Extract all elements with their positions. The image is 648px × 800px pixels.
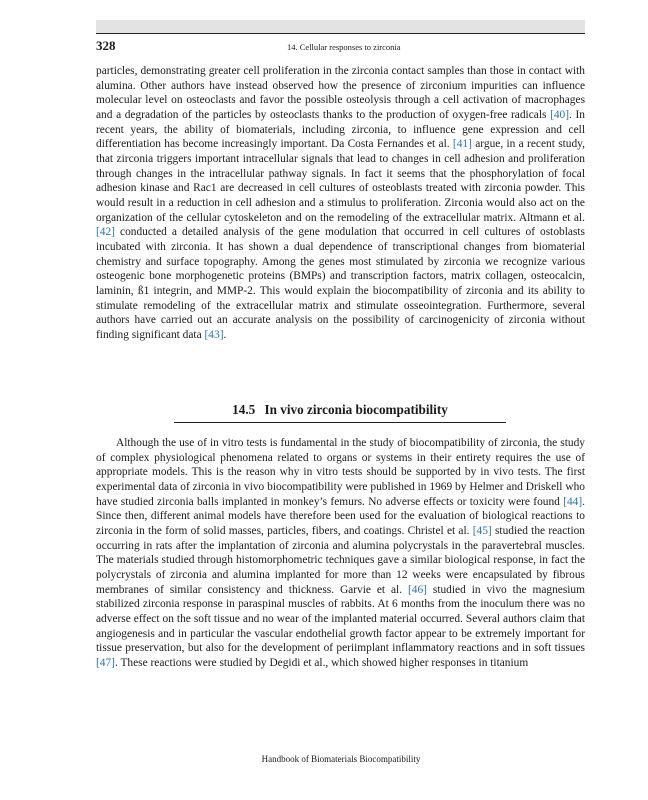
page-number: 328 — [96, 38, 116, 53]
body-text-run: studied the reaction occurring in rats after the implantation of zirconia and alumina polycrystals in the paravertebral muscles. The materials studied through histomorphometric techniques gave a similar biological response, in fact the polycrystals of zirconia and alumina implanted for more than 12 weeks were encapsulated by fibrous membranes of similar consistency and thickness. Garvie et al. — [96, 524, 585, 596]
body-paragraph-1 — [96, 64, 585, 342]
citation-link[interactable]: [41] — [452, 138, 472, 151]
section-number: 14.5 — [232, 402, 256, 417]
body-paragraph-2 — [96, 436, 585, 671]
citation-link[interactable]: [47] — [96, 656, 115, 669]
citation-link[interactable]: [42] — [96, 226, 115, 239]
header-rule — [96, 33, 585, 34]
running-head: 14. Cellular responses to zirconia — [287, 42, 401, 52]
header-band — [96, 20, 585, 33]
section-title: In vivo zirconia biocompatibility — [264, 402, 448, 417]
body-text-run: . These reactions were studied by Degidi et al., which showed higher responses in titanium — [114, 656, 529, 669]
body-text-run: particles, demonstrating greater cell proliferation in the zirconia contact samples than those in contact with alumina. Other authors have instead observed how the presence of zirconium impurities can influence molecular level on osteoclasts and favor the possible osteolysis through a cell activation of macrophages and a degradation of the particles by osteoclasts thanks to the production of oxygen-free radicals — [96, 65, 585, 121]
section-heading — [174, 402, 506, 423]
body-text-run: argue, in a recent study, that zirconia triggers important intracellular signals that lead to changes in cell adhesion and proliferation through changes in the intracellular pathway signals. In fact it seems that the phosphorylation of focal adhesion kinase and Rac1 are decreased in cell cultures of osteoblasts treated with zirconia powder. This would result in a reduction in cell adhesion and a stimulus to proliferation. Zirconia would also act on the organization of the cellular cytoskeleton and on the remodeling of the extracellular matrix. Altmann et al. — [96, 138, 585, 224]
citation-link[interactable]: [40] — [550, 108, 570, 121]
footer-book-title: Handbook of Biomaterials Biocompatibility — [261, 754, 421, 764]
citation-link[interactable]: [44] — [563, 495, 583, 508]
body-text-run: conducted a detailed analysis of the gene modulation that occurred in cell cultures of ostoblasts incubated with zirconia. It has shown a dual dependence of transcriptional changes from biomaterial chemistry and surface topography. Among the genes most stimulated by zirconia we recognize various osteogenic bone morphogenetic proteins (BMPs) and transcription factors, matrix collagen, osteocalcin, laminin, ß1 integrin, and MMP-2. This would explain the biocompatibility of zirconia and its ability to stimulate remodeling of the extracellular matrix and stimulate osseointegration. Furthermore, several authors have carried out an accurate analysis on the possibility of carcinogenicity of zirconia without finding significant data — [96, 226, 585, 341]
body-text-run: . Since then, different animal models have therefore been used for the evaluation of biological reactions to zirconia in the form of solid masses, particles, fibers, and coatings. Christel et al. — [96, 495, 585, 537]
body-text-run: Although the use of in vitro tests is fundamental in the study of biocompatibility of zirconia, the study of complex physiological phenomena related to organs or systems in their entirety requires the use of appropriate models. This is the reason why in vitro tests should be supported by in vivo tests. The first experimental data of zirconia in vivo biocompatibility were published in 1969 by Helmer and Driskell who have studied zirconia balls implanted in monkey’s femurs. No adverse effects or toxicity were found — [96, 437, 585, 508]
citation-link[interactable]: [46] — [407, 583, 427, 596]
citation-link[interactable]: [43] — [204, 328, 224, 341]
body-text-run: studied in vivo the magnesium stabilized zirconia response in paraspinal muscles of rabbits. At 6 months from the inoculum there was no adverse effect on the soft tissue and no wear of the implanted material occurred. Several authors claim that angiogenesis and in particular the vascular endothelial growth factor appear to be extremely important for tissue preservation, but also for the development of periimplant inflammatory reactions and in soft tissues — [96, 583, 585, 655]
citation-link[interactable]: [45] — [472, 524, 492, 537]
body-text-run: . In recent years, the ability of biomaterials, including zirconia, to influence gene expression and cell differentiation has become increasingly important. Da Costa Fernandes et al. — [96, 108, 586, 151]
body-text-run: . — [223, 328, 227, 341]
